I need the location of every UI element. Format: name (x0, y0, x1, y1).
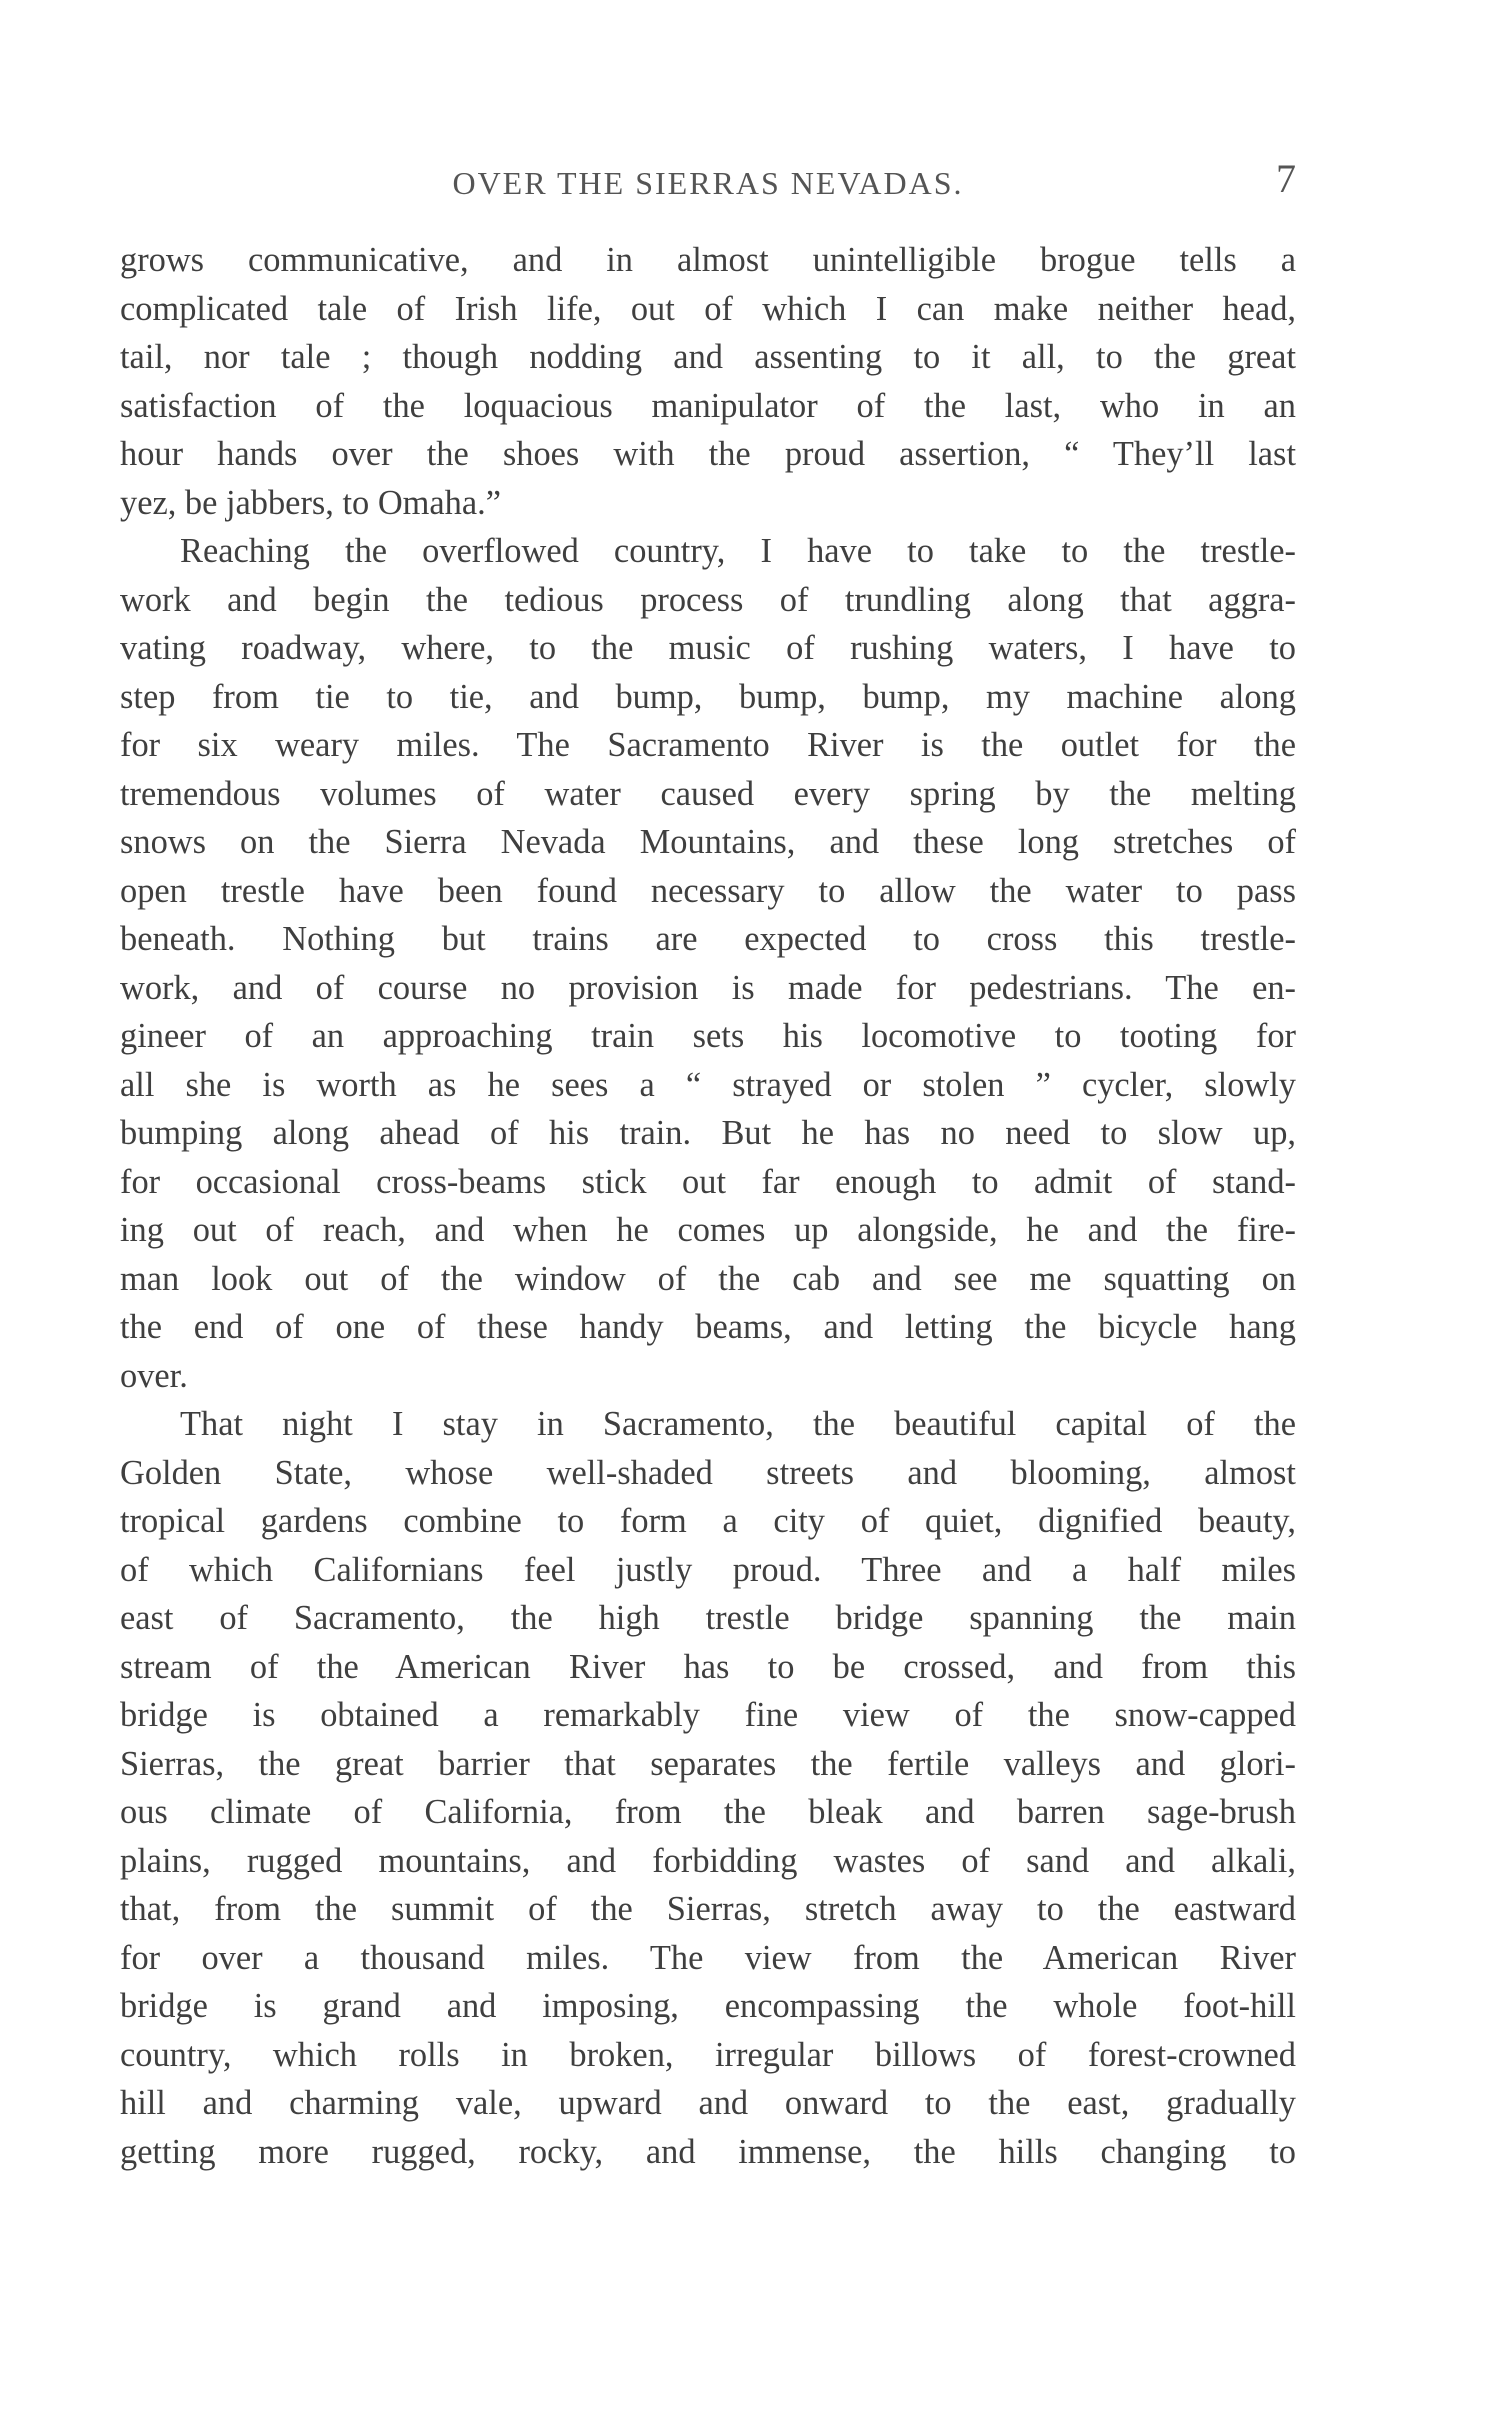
text-line: grows communicative, and in almost unintelligible brogue tells a (120, 241, 1296, 279)
text-line: the end of one of these handy beams, and letting the bicycle hang (120, 1308, 1296, 1346)
text-line: country, which rolls in broken, irregular billows of forest-crowned (120, 2035, 1296, 2074)
text-line: ing out of reach, and when he comes up alongside, he and the fire- (120, 1211, 1296, 1249)
text-line: satisfaction of the loquacious manipulator of the last, who in an (120, 386, 1296, 425)
text-line: work, and of course no provision is made for pedestrians. The en- (120, 968, 1296, 1007)
body-text (120, 236, 1296, 2176)
text-line: that, from the summit of the Sierras, stretch away to the eastward (120, 1890, 1296, 1928)
text-line: ous climate of California, from the bleak and barren sage-brush (120, 1793, 1296, 1831)
text-line: complicated tale of Irish life, out of which I can make neither head, (120, 289, 1296, 328)
text-line: bumping along ahead of his train. But he has no need to slow up, (120, 1114, 1296, 1152)
text-line: beneath. Nothing but trains are expected to cross this trestle- (120, 920, 1296, 958)
text-line: open trestle have been found necessary to allow the water to pass (120, 871, 1296, 910)
text-line: hill and charming vale, upward and onward to the east, gradually (120, 2084, 1296, 2122)
text-line: bridge is grand and imposing, encompassing the whole foot-hill (120, 1987, 1296, 2025)
text-line: for over a thousand miles. The view from the American River (120, 1938, 1296, 1977)
text-line: snows on the Sierra Nevada Mountains, and these long stretches of (120, 823, 1296, 861)
running-title: OVER THE SIERRAS NEVADAS. (452, 165, 964, 201)
running-head (120, 156, 1296, 206)
text-line: for occasional cross-beams stick out far enough to admit of stand- (120, 1162, 1296, 1201)
text-line: hour hands over the shoes with the proud assertion, “ They’ll last (120, 435, 1296, 473)
paragraph-start-line: That night I stay in Sacramento, the beautiful capital of the (180, 1405, 1296, 1443)
text-line: tropical gardens combine to form a city of quiet, dignified beauty, (120, 1502, 1296, 1540)
text-line: plains, rugged mountains, and forbidding wastes of sand and alkali, (120, 1841, 1296, 1880)
text-line: for six weary miles. The Sacramento River is the outlet for the (120, 726, 1296, 764)
text-line: stream of the American River has to be crossed, and from this (120, 1647, 1296, 1686)
text-line: Sierras, the great barrier that separates the fertile valleys and glori- (120, 1744, 1296, 1783)
text-line: east of Sacramento, the high trestle bridge spanning the main (120, 1599, 1296, 1637)
text-line: yez, be jabbers, to Omaha.” (120, 483, 502, 522)
text-line: of which Californians feel justly proud. Three and a half miles (120, 1550, 1296, 1589)
text-line: work and begin the tedious process of trundling along that aggra- (120, 580, 1296, 619)
text-line: over. (120, 1356, 188, 1395)
text-line: all she is worth as he sees a “ strayed or stolen ” cycler, slowly (120, 1065, 1296, 1104)
text-line: getting more rugged, rocky, and immense, the hills changing to (120, 2132, 1296, 2171)
text-line: gineer of an approaching train sets his locomotive to tooting for (120, 1017, 1296, 1055)
paragraph-start-line: Reaching the overflowed country, I have to take to the trestle- (180, 532, 1296, 570)
page-number: 7 (1276, 156, 1296, 201)
text-line: tremendous volumes of water caused every spring by the melting (120, 774, 1296, 813)
text-line: bridge is obtained a remarkably fine view of the snow-capped (120, 1696, 1296, 1734)
text-line: Golden State, whose well-shaded streets and blooming, almost (120, 1453, 1296, 1492)
text-line: tail, nor tale ; though nodding and assenting to it all, to the great (120, 338, 1296, 376)
text-line: vating roadway, where, to the music of rushing waters, I have to (120, 629, 1296, 667)
text-line: step from tie to tie, and bump, bump, bump, my machine along (120, 677, 1296, 716)
text-line: man look out of the window of the cab and see me squatting on (120, 1259, 1296, 1298)
